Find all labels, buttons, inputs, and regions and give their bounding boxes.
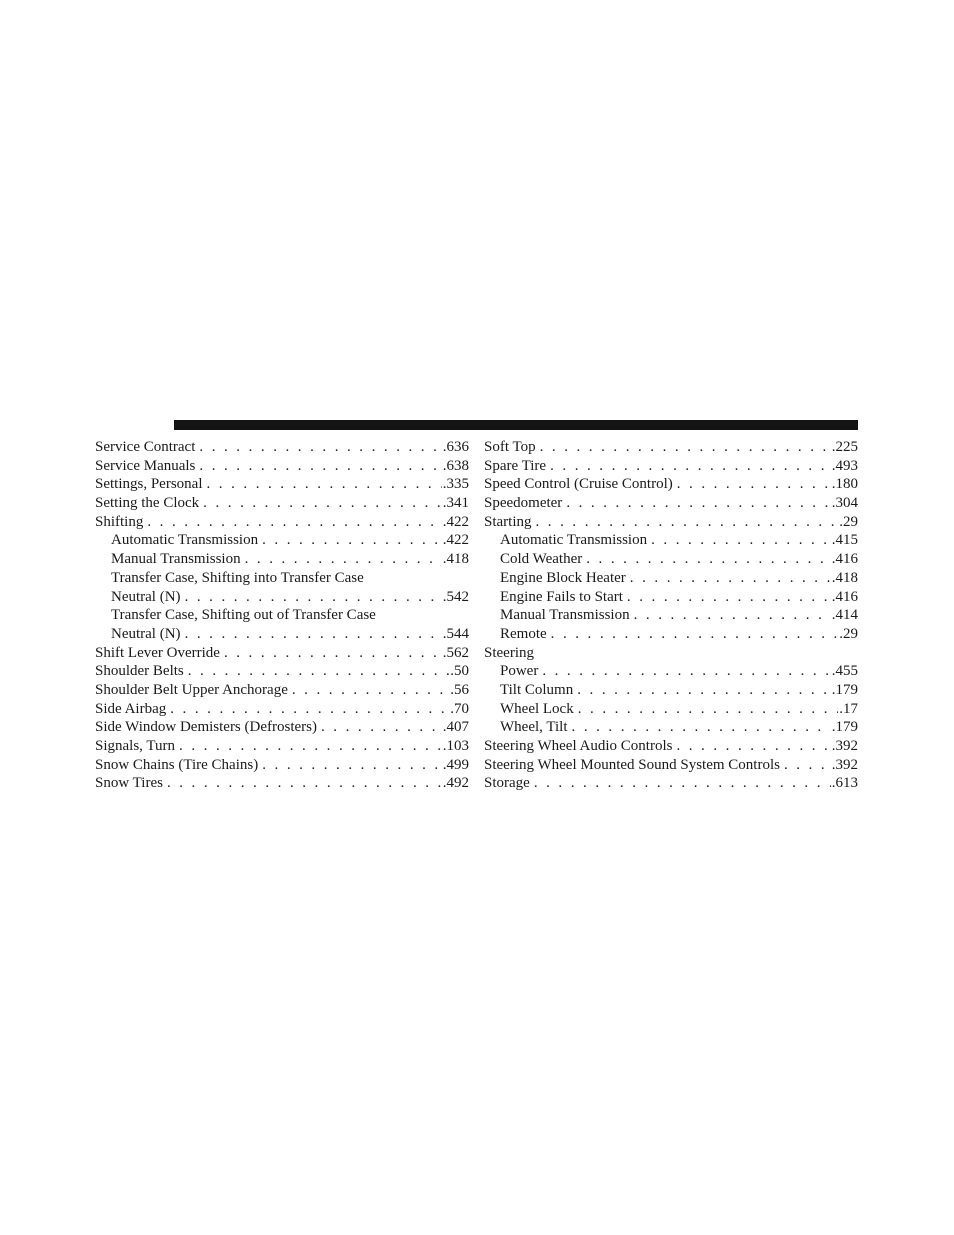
index-entry xyxy=(484,625,858,644)
index-entry-page: .17 xyxy=(839,700,858,717)
dot-leader xyxy=(167,774,442,793)
dot-leader xyxy=(262,756,442,775)
index-entry-label: Side Window Demisters (Defrosters) xyxy=(95,719,317,736)
index-entry-label: Power xyxy=(500,663,539,680)
dot-leader xyxy=(572,718,831,737)
index-entry-page: .493 xyxy=(831,457,858,474)
index-entry-page: .455 xyxy=(831,663,858,680)
dot-leader xyxy=(540,438,831,457)
index-entry-label: Snow Tires xyxy=(95,775,163,792)
index-entry-page: .418 xyxy=(831,569,858,586)
index-entry-page: .392 xyxy=(831,756,858,773)
index-entry xyxy=(484,700,858,719)
index-entry-label: Side Airbag xyxy=(95,700,167,717)
dot-leader xyxy=(586,550,831,569)
dot-leader xyxy=(321,718,442,737)
index-entry xyxy=(484,550,858,569)
dot-leader xyxy=(147,513,441,532)
index-entry xyxy=(484,606,858,625)
index-entry xyxy=(95,550,469,569)
index-entry xyxy=(95,681,469,700)
dot-leader xyxy=(578,700,839,719)
index-entry xyxy=(484,531,858,550)
index-entry-page: .392 xyxy=(831,738,858,754)
index-entry xyxy=(484,644,858,663)
dot-leader xyxy=(199,438,441,457)
index-entry xyxy=(484,737,858,756)
dot-leader xyxy=(551,625,839,644)
dot-leader xyxy=(199,457,441,476)
index-entry-label: Service Manuals xyxy=(95,457,196,474)
index-entry-page: .613 xyxy=(831,775,858,792)
index-entry-page: .225 xyxy=(831,439,858,455)
dot-leader xyxy=(651,531,831,550)
index-entry-page: .56 xyxy=(450,681,469,698)
dot-leader xyxy=(634,606,831,625)
index-entry-label: Starting xyxy=(484,513,532,530)
index-entry-label: Neutral (N) xyxy=(111,588,181,605)
index-entry xyxy=(95,774,469,793)
index-entry-label: Remote xyxy=(500,625,547,642)
index-entry-label: Shifting xyxy=(95,513,144,530)
index-entry-label: Steering Wheel Audio Controls xyxy=(484,738,673,754)
index-entry-page: .499 xyxy=(442,756,469,773)
index-entry xyxy=(95,494,469,513)
index-entry-page: .304 xyxy=(831,495,858,512)
index-entry-page: .544 xyxy=(442,625,469,642)
dot-leader xyxy=(577,681,831,700)
index-entry-label: Speed Control (Cruise Control) xyxy=(484,476,673,493)
index-entry-label: Snow Chains (Tire Chains) xyxy=(95,756,259,773)
index-entry xyxy=(484,756,858,775)
dot-leader xyxy=(566,494,830,513)
index-entry xyxy=(95,718,469,737)
dot-leader xyxy=(170,700,449,719)
dot-leader xyxy=(203,494,442,513)
dot-leader xyxy=(627,588,831,607)
dot-leader xyxy=(185,625,442,644)
dot-leader xyxy=(676,737,830,756)
index-entry-page: .179 xyxy=(831,719,858,736)
index-entry-page: .70 xyxy=(450,700,469,717)
index-entry xyxy=(484,457,858,476)
index-entry xyxy=(95,531,469,550)
index-entry-page: .179 xyxy=(831,681,858,698)
dot-leader xyxy=(542,662,830,681)
index-entry-label: Transfer Case, Shifting out of Transfer Case xyxy=(111,607,376,624)
index-entry-label: Steering Wheel Mounted Sound System Controls xyxy=(484,756,780,773)
index-entry xyxy=(95,513,469,532)
dot-leader xyxy=(185,588,442,607)
index-entry-label: Manual Transmission xyxy=(500,607,630,624)
index-entry-label: Wheel Lock xyxy=(500,700,574,717)
index-entry-page: .407 xyxy=(442,719,469,736)
dot-leader xyxy=(677,475,831,494)
index-entry-label: Engine Block Heater xyxy=(500,569,626,586)
index-entry xyxy=(95,662,469,681)
index-entry-label: Service Contract xyxy=(95,439,196,455)
index-entry xyxy=(484,438,858,457)
index-entry xyxy=(484,475,858,494)
index-entry-label: Engine Fails to Start xyxy=(500,588,623,605)
index-entry-label: Automatic Transmission xyxy=(500,532,648,549)
index-entry xyxy=(95,569,469,588)
index-entry-page: .638 xyxy=(442,457,469,474)
index-entry-label: Soft Top xyxy=(484,439,536,455)
index-entry-label: Cold Weather xyxy=(500,551,583,568)
index-entry-label: Settings, Personal xyxy=(95,476,203,493)
dot-leader xyxy=(536,513,839,532)
index-entry xyxy=(484,718,858,737)
index-entry-label: Shoulder Belts xyxy=(95,663,184,680)
index-entry xyxy=(95,700,469,719)
index-entry-page: .416 xyxy=(831,551,858,568)
dot-leader xyxy=(224,644,442,663)
index-entry-page: .341 xyxy=(442,495,469,512)
index-entry-page: .418 xyxy=(442,551,469,568)
index-entry xyxy=(95,625,469,644)
index-entry xyxy=(95,438,469,457)
index-entry xyxy=(95,475,469,494)
index-entry-label: Shoulder Belt Upper Anchorage xyxy=(95,681,288,698)
index-entry xyxy=(484,569,858,588)
dot-leader xyxy=(630,569,831,588)
index-entry xyxy=(484,588,858,607)
index-entry xyxy=(484,774,858,793)
index-entry-label: Manual Transmission xyxy=(111,551,241,568)
index-entry-label: Automatic Transmission xyxy=(111,532,259,549)
index-entry-label: Steering xyxy=(484,644,534,661)
index-entry xyxy=(95,457,469,476)
index-entry xyxy=(95,737,469,756)
header-rule xyxy=(174,420,858,430)
index-entry-page: .50 xyxy=(450,663,469,680)
index-entry-page: .414 xyxy=(831,607,858,624)
index-entry xyxy=(95,606,469,625)
index-entry-label: Transfer Case, Shifting into Transfer Case xyxy=(111,569,364,586)
index-entry xyxy=(95,644,469,663)
dot-leader xyxy=(534,774,831,793)
index-entry-page: .29 xyxy=(839,625,858,642)
dot-leader xyxy=(784,756,831,775)
index-entry-page: .103 xyxy=(442,738,469,754)
index-entry-label: Speedometer xyxy=(484,495,563,512)
index-entry xyxy=(95,588,469,607)
index-entry-label: Setting the Clock xyxy=(95,495,200,512)
index-entry xyxy=(484,681,858,700)
index-entry xyxy=(484,513,858,532)
index-entry xyxy=(95,756,469,775)
dot-leader xyxy=(550,457,831,476)
index-entry-page: .636 xyxy=(442,439,469,455)
dot-leader xyxy=(207,475,442,494)
index-entry-label: Tilt Column xyxy=(500,681,574,698)
index-entry-label: Neutral (N) xyxy=(111,625,181,642)
index-entry-page: .335 xyxy=(442,476,469,493)
index-entry-page: .492 xyxy=(442,775,469,792)
index-column-right xyxy=(484,438,858,793)
dot-leader xyxy=(262,531,442,550)
index-column-left xyxy=(95,438,469,793)
index-entry-label: Storage xyxy=(484,775,530,792)
dot-leader xyxy=(179,737,442,756)
index-entry-page: .422 xyxy=(442,513,469,530)
index-entry-page: .415 xyxy=(831,532,858,549)
index-entry-page: .562 xyxy=(442,644,469,661)
index-entry-page: .422 xyxy=(442,532,469,549)
index-entry xyxy=(484,494,858,513)
index-entry-page: .416 xyxy=(831,588,858,605)
index-entry-label: Spare Tire xyxy=(484,457,547,474)
index-entry-label: Signals, Turn xyxy=(95,738,176,754)
index-entry-label: Shift Lever Override xyxy=(95,644,220,661)
index-entry-page: .29 xyxy=(839,513,858,530)
dot-leader xyxy=(292,681,449,700)
dot-leader xyxy=(245,550,442,569)
index-entry xyxy=(484,662,858,681)
index-entry-page: .542 xyxy=(442,588,469,605)
dot-leader xyxy=(188,662,450,681)
index-entry-label: Wheel, Tilt xyxy=(500,719,568,736)
index-entry-page: .180 xyxy=(831,476,858,493)
